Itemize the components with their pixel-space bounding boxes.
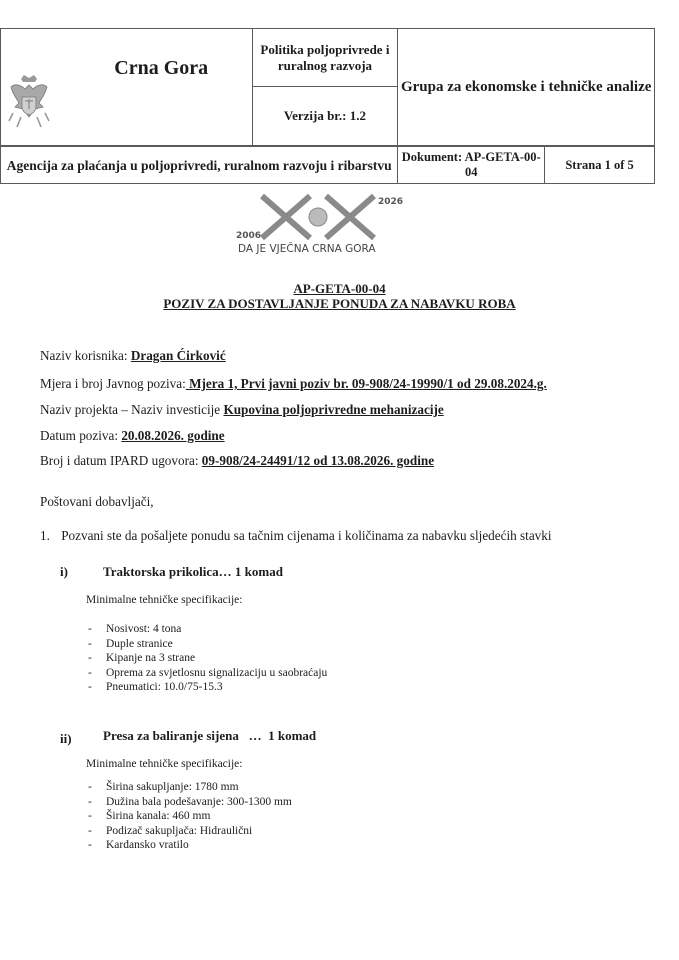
info-label: Datum poziva: bbox=[40, 428, 122, 443]
point-number: 1. bbox=[40, 528, 50, 543]
info-beneficiary bbox=[40, 348, 226, 364]
greeting: Poštovani dobavljači, bbox=[40, 494, 154, 509]
list-item: - Duple stranice bbox=[86, 637, 327, 652]
info-value: Dragan Ćirković bbox=[130, 348, 226, 363]
list-item: - Širina sakupljanje: 1780 mm bbox=[86, 780, 292, 795]
list-item: - Kardansko vratilo bbox=[86, 838, 292, 853]
spec-heading: Minimalne tehničke specifikacije: bbox=[86, 758, 243, 770]
info-label: Broj i datum IPARD ugovora: bbox=[40, 453, 202, 468]
document-heading: POZIV ZA DOSTAVLJANJE PONUDA ZA NABAVKU ROBA bbox=[163, 296, 516, 311]
info-label: Naziv projekta – Naziv investicije bbox=[40, 402, 224, 417]
coat-of-arms-icon bbox=[5, 73, 53, 131]
list-item: - Nosivost: 4 tona bbox=[86, 622, 327, 637]
info-contract bbox=[40, 453, 434, 469]
info-value: Kupovina poljoprivredne mehanizacije bbox=[223, 402, 444, 417]
logo-year-start: 2006 bbox=[236, 231, 262, 241]
spec-heading: Minimalne tehničke specifikacije: bbox=[86, 594, 243, 606]
version-cell: Verzija br.: 1.2 bbox=[252, 87, 398, 146]
document-code-title: AP-GETA-00-04 bbox=[293, 281, 386, 296]
spec-list bbox=[86, 780, 292, 853]
info-date bbox=[40, 428, 225, 444]
document-subheader bbox=[0, 146, 655, 184]
logo-year-end: 2026 bbox=[378, 197, 404, 207]
document-code-cell: Dokument: AP-GETA-00-04 bbox=[398, 147, 545, 184]
list-item: - Podizač sakupljača: Hidraulični bbox=[86, 824, 292, 839]
info-value: 20.08.2026. godine bbox=[121, 428, 225, 443]
list-item: - Kipanje na 3 strane bbox=[86, 651, 327, 666]
anniversary-logo bbox=[236, 190, 426, 256]
point-1 bbox=[40, 528, 552, 544]
info-label: Mjera i broj Javnog poziva: bbox=[40, 376, 186, 391]
point-text: Pozvani ste da pošaljete ponudu sa tačnim cijenama i količinama za nabavku sljedećih stavki bbox=[61, 528, 552, 543]
info-value: Mjera 1, Prvi javni poziv br. 09-908/24-19990/1 od 29.08.2024.g. bbox=[185, 376, 547, 391]
info-value: 09-908/24-24491/12 od 13.08.2026. godine bbox=[201, 453, 435, 468]
list-item: - Dužina bala podešavanje: 300-1300 mm bbox=[86, 795, 292, 810]
agency-cell: Agencija za plaćanja u poljoprivredi, ruralnom razvoju i ribarstvu bbox=[1, 147, 398, 184]
group-cell: Grupa za ekonomske i tehničke analize bbox=[398, 29, 655, 146]
spec-list bbox=[86, 622, 327, 695]
page-number-cell: Strana 1 of 5 bbox=[545, 147, 655, 184]
item-title: Presa za baliranje sijena … 1 komad bbox=[103, 728, 317, 743]
info-project bbox=[40, 402, 444, 418]
item-number: i) bbox=[60, 564, 68, 579]
list-item: - Pneumatici: 10.0/75-15.3 bbox=[86, 680, 327, 695]
policy-cell: Politika poljoprivrede i ruralnog razvoja bbox=[252, 29, 398, 87]
country-name: Crna Gora bbox=[114, 57, 209, 79]
logo-crest-icon bbox=[309, 208, 327, 226]
organization-cell bbox=[1, 29, 253, 146]
logo-motto: DA JE VJEČNA CRNA GORA bbox=[238, 243, 376, 255]
info-label: Naziv korisnika: bbox=[40, 348, 131, 363]
list-item: - Oprema za svjetlosnu signalizaciju u saobraćaju bbox=[86, 666, 327, 681]
info-call bbox=[40, 376, 547, 392]
item-title: Traktorska prikolica… 1 komad bbox=[103, 564, 283, 579]
item-number: ii) bbox=[60, 731, 72, 746]
document-header bbox=[0, 28, 655, 146]
list-item: - Širina kanala: 460 mm bbox=[86, 809, 292, 824]
